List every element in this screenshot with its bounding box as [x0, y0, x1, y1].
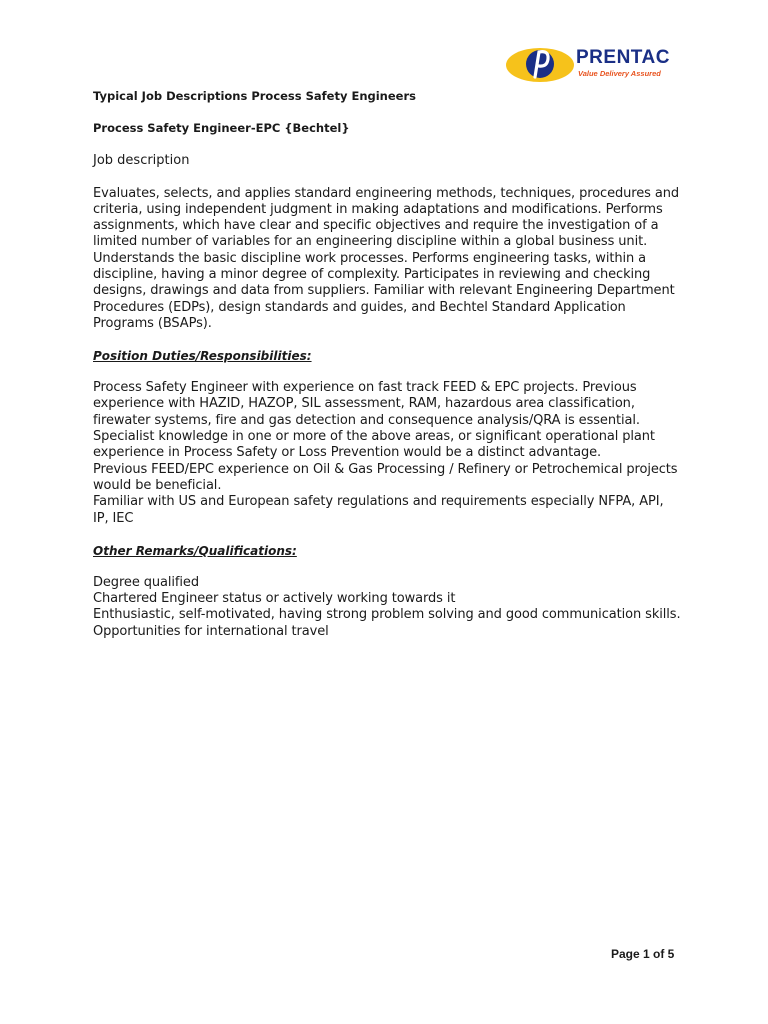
duties-paragraph: Previous FEED/EPC experience on Oil & Gas Processing / Refinery or Petrochemical projects would be beneficial.: [93, 461, 678, 493]
prentac-logo: [504, 44, 674, 84]
prentac-logo-mark-icon: [504, 44, 574, 84]
qualification-line: Chartered Engineer status or actively working towards it: [93, 591, 456, 607]
job-description-section: [93, 186, 683, 333]
job-description-paragraph: Understands the basic discipline work processes. Performs engineering tasks, within a discipline, having a minor degree of complexity. Participates in reviewing and checking designs, drawings and data from suppliers. Familiar with relevant Engineering Department Procedures (EDPs), design standards and guides, and Bechtel Standard Application Programs (BSAPs).: [93, 250, 675, 331]
duties-heading: Position Duties/Responsibilities:: [93, 349, 312, 364]
duties-paragraph: Familiar with US and European safety regulations and requirements especially NFPA, API, IP, IEC: [93, 494, 664, 526]
logo-name: PRENTAC: [576, 47, 670, 68]
qualifications-section: [93, 575, 683, 640]
job-description-label: Job description: [93, 153, 190, 168]
document-title: Typical Job Descriptions Process Safety Engineers: [93, 89, 416, 103]
logo-tagline: Value Delivery Assured: [578, 69, 661, 78]
document-subtitle: Process Safety Engineer-EPC {Bechtel}: [93, 121, 350, 135]
document-body: [93, 88, 683, 656]
qualifications-heading: Other Remarks/Qualifications:: [93, 543, 297, 558]
qualification-line: Opportunities for international travel: [93, 623, 329, 639]
qualification-line: Degree qualified: [93, 574, 199, 590]
duties-section: [93, 380, 683, 527]
job-description-paragraph: Evaluates, selects, and applies standard engineering methods, techniques, procedures and criteria, using independent judgment in making adaptations and modifications. Performs assignments, which have clear and specific objectives and require the investigation of a limited number of variables for an engineering discipline within a global business unit.: [93, 185, 680, 250]
duties-paragraph: Process Safety Engineer with experience on fast track FEED & EPC projects. Previous experience with HAZID, HAZOP, SIL assessment, RAM, hazardous area classification, firewater systems, fire and gas detection and consequence analysis/QRA is essential. Specialist knowledge in one or more of the above areas, or significant operational plant experience in Process Safety or Loss Prevention would be a distinct advantage.: [93, 380, 655, 461]
page-number: Page 1 of 5: [611, 947, 675, 961]
qualification-line: Enthusiastic, self-motivated, having strong problem solving and good communication skills.: [93, 607, 681, 623]
